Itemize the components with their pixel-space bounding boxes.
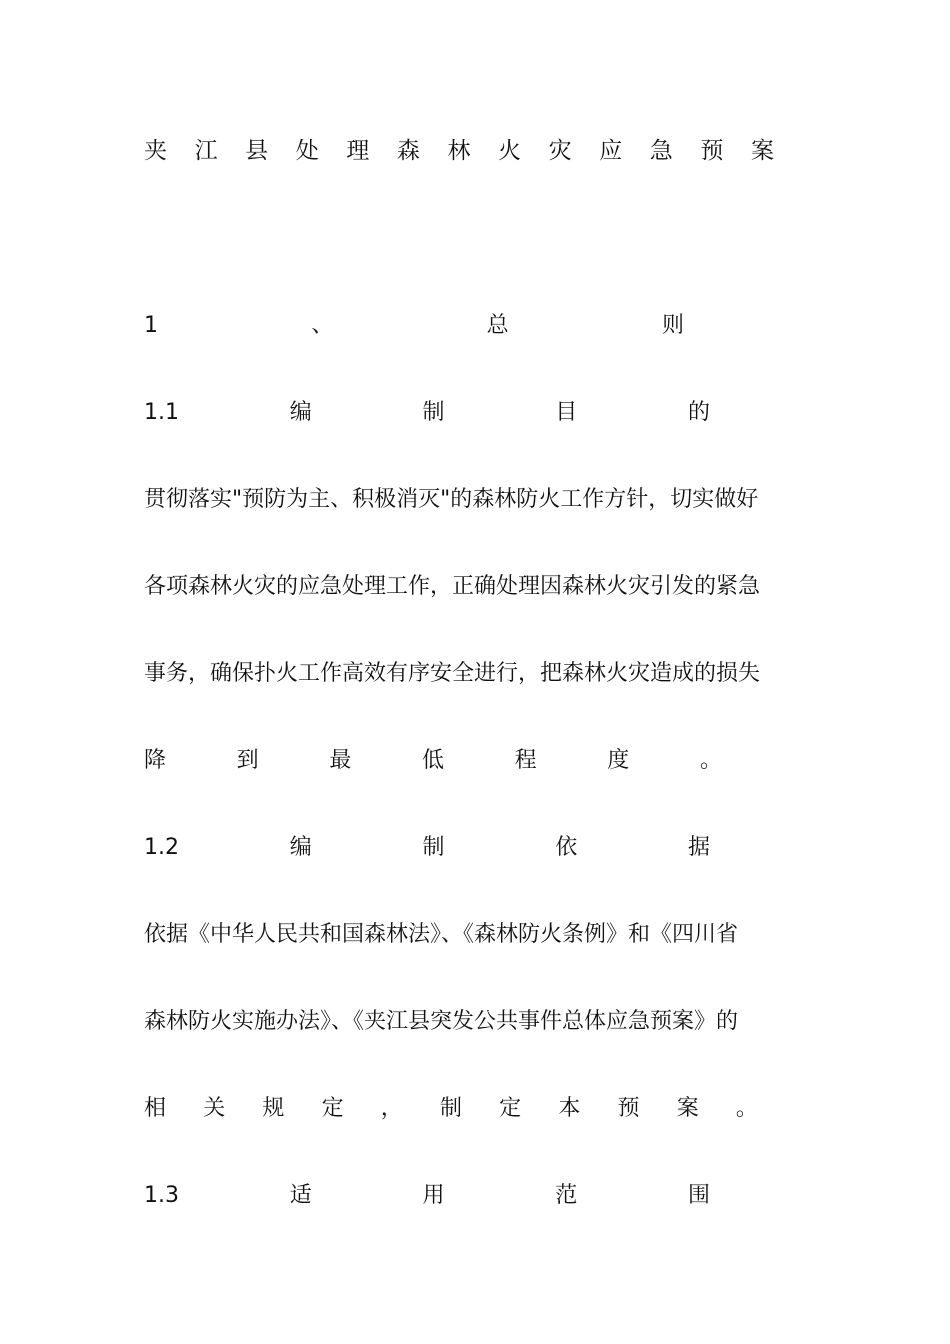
char: 低 [421, 748, 444, 773]
title-char: 火 [498, 138, 522, 164]
char: 定 [499, 1096, 522, 1121]
char: 相 [144, 1096, 167, 1121]
char: 关 [203, 1096, 226, 1121]
paragraph-line: 各项森林火灾的应急处理工作，正确处理因森林火灾引发的紧急 [144, 574, 761, 599]
title-char: 理 [346, 138, 370, 164]
heading-part: 编 [289, 400, 312, 425]
section-1-3-heading [144, 1181, 710, 1211]
heading-part: 适 [289, 1183, 312, 1208]
heading-part: 据 [687, 835, 710, 860]
title-char: 县 [245, 138, 269, 164]
title-char: 江 [194, 138, 218, 164]
heading-part: 1.2 [144, 835, 179, 860]
char: ， [380, 1096, 403, 1121]
char: 程 [514, 748, 537, 773]
title-char: 急 [649, 138, 673, 164]
section-1-2-heading [144, 833, 710, 863]
char: 降 [144, 748, 167, 773]
title-char: 处 [295, 138, 319, 164]
paragraph-line: 依据《中华人民共和国森林法》、《森林防火条例》和《四川省 [144, 922, 739, 947]
heading-part: 编 [289, 835, 312, 860]
title-char: 灾 [548, 138, 572, 164]
title-char: 预 [700, 138, 724, 164]
paragraph-last-line [144, 746, 722, 776]
char: 。 [699, 748, 722, 773]
char: 本 [558, 1096, 581, 1121]
heading-part: 总 [486, 313, 509, 338]
paragraph-last-line [144, 1094, 758, 1124]
heading-part: 用 [422, 1183, 445, 1208]
title-char: 案 [750, 138, 774, 164]
paragraph-line: 事务，确保扑火工作高效有序安全进行，把森林火灾造成的损失 [144, 661, 761, 686]
paragraph-line: 森林防火实施办法》、《夹江县突发公共事件总体应急预案》的 [144, 1009, 739, 1034]
heading-part: 1 [144, 313, 158, 338]
heading-part: 则 [661, 313, 684, 338]
title-char: 林 [447, 138, 471, 164]
heading-part: 的 [687, 400, 710, 425]
section-1-heading [144, 311, 684, 341]
char: 案 [676, 1096, 699, 1121]
title-char: 应 [599, 138, 623, 164]
heading-part: 目 [555, 400, 578, 425]
title-char: 夹 [144, 138, 167, 164]
char: 。 [735, 1096, 758, 1121]
char: 最 [329, 748, 352, 773]
char: 定 [321, 1096, 344, 1121]
section-1-1-heading [144, 398, 710, 428]
char: 制 [439, 1096, 462, 1121]
heading-part: 1.1 [144, 400, 179, 425]
char: 度 [607, 748, 630, 773]
document-title [144, 136, 774, 166]
heading-part: 制 [422, 835, 445, 860]
char: 预 [617, 1096, 640, 1121]
heading-part: 、 [311, 313, 334, 338]
char: 规 [262, 1096, 285, 1121]
heading-part: 1.3 [144, 1183, 179, 1208]
heading-part: 依 [555, 835, 578, 860]
title-char: 森 [396, 138, 420, 164]
heading-part: 制 [422, 400, 445, 425]
paragraph-line: 贯彻落实"预防为主、积极消灭"的森林防火工作方针，切实做好 [144, 487, 759, 512]
heading-part: 范 [555, 1183, 578, 1208]
char: 到 [236, 748, 259, 773]
heading-part: 围 [687, 1183, 710, 1208]
